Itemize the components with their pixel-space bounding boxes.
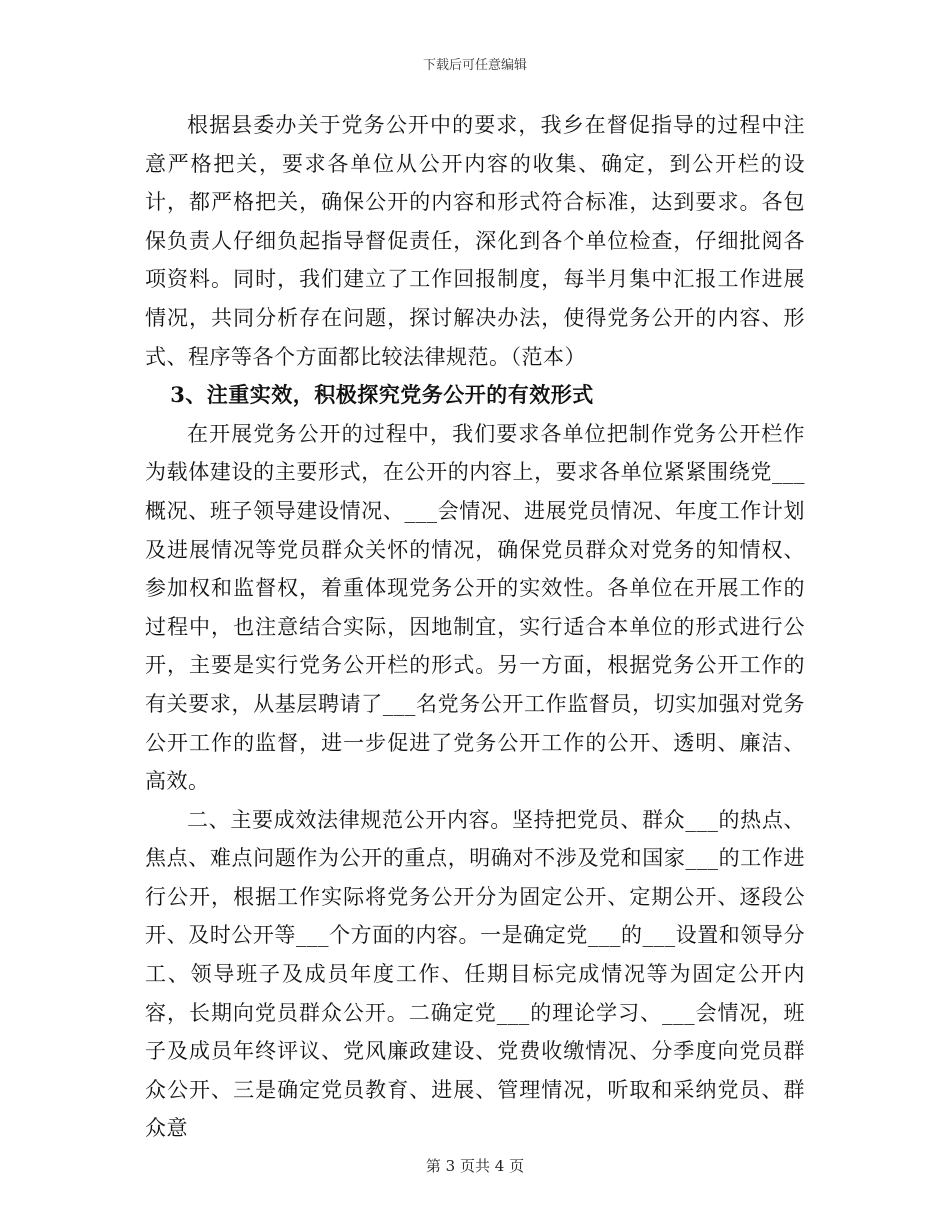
page-number: 第 3 页共 4 页 [425,1157,525,1175]
section-heading-3: 3、注重实效，积极探究党务公开的有效形式 [170,382,594,408]
page-header-note: 下载后可任意编辑 [422,58,527,73]
document-body [145,106,805,1148]
paragraph-3: 二、主要成效法律规范公开内容。坚持把党员、群众___的热点、焦点、难点问题作为公开的重点，明确对不涉及党和国家___的工作进行公开，根据工作实际将党务公开分为固定公开、定期公开、逐段公开、及时公开等___个方面的内容。一是确定党___的___设置和领导分工、领导班子及成员年度工作、任期目标完成情况等为固定公开内容，长期向党员群众公开。二确定党___的理论学习、___会情况，班子及成员年终评议、党风廉政建设、党费收缴情况、分季度向党员群众公开、三是确定党员教育、进展、管理情况，听取和采纳党员、群众意 [145,807,805,1141]
paragraph-2: 在开展党务公开的过程中，我们要求各单位把制作党务公开栏作为载体建设的主要形式，在公开的内容上，要求各单位紧紧围绕党___概况、班子领导建设情况、___会情况、进展党员情况、年度工作计划及进展情况等党员群众关怀的情况，确保党员群众对党务的知情权、参加权和监督权，着重体现党务公开的实效性。各单位在开展工作的过程中，也注意结合实际，因地制宜，实行适合本单位的形式进行公开，主要是实行党务公开栏的形式。另一方面，根据党务公开工作的有关要求，从基层聘请了___名党务公开工作监督员，切实加强对党务公开工作的监督，进一步促进了党务公开工作的公开、透明、廉洁、高效。 [145,421,805,794]
paragraph-1: 根据县委办关于党务公开中的要求，我乡在督促指导的过程中注意严格把关，要求各单位从公开内容的收集、确定，到公开栏的设计，都严格把关，确保公开的内容和形式符合标准，达到要求。各包保负责人仔细负起指导督促责任，深化到各个单位检查，仔细批阅各项资料。同时，我们建立了工作回报制度，每半月集中汇报工作进展情况，共同分析存在问题，探讨解决办法，使得党务公开的内容、形式、程序等各个方面都比较法律规范。（范本） [145,113,805,369]
